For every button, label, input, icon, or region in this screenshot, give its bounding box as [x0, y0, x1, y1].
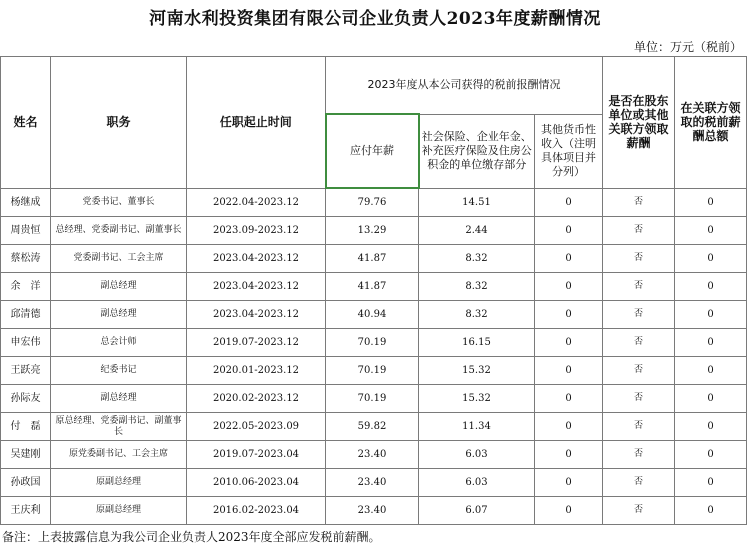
cell-term: 2022.05-2023.09: [187, 413, 326, 441]
cell-social-insurance: 6.03: [419, 469, 535, 497]
cell-term: 2019.07-2023.04: [187, 441, 326, 469]
header-social-insurance: 社会保险、企业年金、补充医疗保险及住房公积金的单位缴存部分: [419, 114, 535, 188]
cell-related-total: 0: [675, 385, 747, 413]
cell-annual-salary: 13.29: [326, 217, 419, 245]
cell-position: 原副总经理: [51, 469, 187, 497]
cell-term: 2022.04-2023.12: [187, 188, 326, 217]
cell-position: 原副总经理: [51, 497, 187, 525]
cell-annual-salary: 41.87: [326, 273, 419, 301]
table-row: [1, 357, 747, 385]
unit-label: 单位：万元（税前）: [633, 40, 742, 54]
cell-related-total: 0: [675, 245, 747, 273]
cell-name: 王跃亮: [1, 357, 51, 385]
cell-annual-salary: 59.82: [326, 413, 419, 441]
table-row: [1, 329, 747, 357]
cell-annual-salary: 70.19: [326, 329, 419, 357]
cell-shareholder-pay: 否: [603, 188, 675, 217]
cell-position: 原党委副书记、工会主席: [51, 441, 187, 469]
cell-term: 2023.09-2023.12: [187, 217, 326, 245]
header-term: 任职起止时间: [187, 57, 326, 189]
cell-social-insurance: 8.32: [419, 245, 535, 273]
table-row: [1, 413, 747, 441]
header-related-total: 在关联方领取的税前薪酬总额: [675, 57, 747, 189]
cell-name: 蔡松涛: [1, 245, 51, 273]
cell-name: 申宏伟: [1, 329, 51, 357]
cell-social-insurance: 15.32: [419, 357, 535, 385]
cell-other-income: 0: [535, 497, 603, 525]
cell-social-insurance: 8.32: [419, 273, 535, 301]
cell-other-income: 0: [535, 188, 603, 217]
table-row: [1, 441, 747, 469]
cell-related-total: 0: [675, 301, 747, 329]
footnote: 备注：上表披露信息为我公司企业负责人2023年度全部应发税前薪酬。: [2, 530, 381, 544]
cell-term: 2023.04-2023.12: [187, 273, 326, 301]
cell-shareholder-pay: 否: [603, 441, 675, 469]
cell-shareholder-pay: 否: [603, 385, 675, 413]
cell-other-income: 0: [535, 469, 603, 497]
table-row: [1, 273, 747, 301]
cell-related-total: 0: [675, 413, 747, 441]
cell-related-total: 0: [675, 217, 747, 245]
cell-position: 党委书记、董事长: [51, 188, 187, 217]
cell-shareholder-pay: 否: [603, 273, 675, 301]
header-income-group: 2023年度从本公司获得的税前报酬情况: [326, 57, 603, 115]
cell-term: 2019.07-2023.12: [187, 329, 326, 357]
cell-term: 2010.06-2023.04: [187, 469, 326, 497]
cell-term: 2023.04-2023.12: [187, 245, 326, 273]
table-row: [1, 497, 747, 525]
cell-position: 副总经理: [51, 385, 187, 413]
cell-annual-salary: 70.19: [326, 385, 419, 413]
cell-annual-salary: 23.40: [326, 469, 419, 497]
cell-social-insurance: 15.32: [419, 385, 535, 413]
cell-position: 总经理、党委副书记、副董事长: [51, 217, 187, 245]
salary-table: [0, 56, 747, 525]
cell-name: 付 磊: [1, 413, 51, 441]
cell-shareholder-pay: 否: [603, 497, 675, 525]
cell-shareholder-pay: 否: [603, 217, 675, 245]
cell-position: 副总经理: [51, 301, 187, 329]
table-row: [1, 188, 747, 217]
table-body: [1, 188, 747, 525]
cell-term: 2023.04-2023.12: [187, 301, 326, 329]
cell-social-insurance: 14.51: [419, 188, 535, 217]
cell-name: 邱清德: [1, 301, 51, 329]
cell-name: 孙政国: [1, 469, 51, 497]
cell-other-income: 0: [535, 441, 603, 469]
cell-other-income: 0: [535, 413, 603, 441]
cell-shareholder-pay: 否: [603, 245, 675, 273]
cell-name: 孙际友: [1, 385, 51, 413]
cell-social-insurance: 6.03: [419, 441, 535, 469]
cell-shareholder-pay: 否: [603, 329, 675, 357]
cell-related-total: 0: [675, 329, 747, 357]
page-title: 河南水利投资集团有限公司企业负责人2023年度薪酬情况: [149, 9, 601, 29]
cell-annual-salary: 23.40: [326, 497, 419, 525]
cell-social-insurance: 6.07: [419, 497, 535, 525]
cell-related-total: 0: [675, 357, 747, 385]
cell-other-income: 0: [535, 329, 603, 357]
header-shareholder-pay: 是否在股东单位或其他关联方领取薪酬: [603, 57, 675, 189]
cell-term: 2016.02-2023.04: [187, 497, 326, 525]
cell-related-total: 0: [675, 188, 747, 217]
cell-position: 总会计师: [51, 329, 187, 357]
cell-other-income: 0: [535, 217, 603, 245]
header-annual-salary[interactable]: 应付年薪: [326, 114, 419, 188]
cell-name: 王庆利: [1, 497, 51, 525]
cell-social-insurance: 2.44: [419, 217, 535, 245]
table-row: [1, 217, 747, 245]
cell-other-income: 0: [535, 273, 603, 301]
cell-shareholder-pay: 否: [603, 413, 675, 441]
cell-position: 纪委书记: [51, 357, 187, 385]
table-row: [1, 385, 747, 413]
cell-annual-salary: 70.19: [326, 357, 419, 385]
cell-position: 党委副书记、工会主席: [51, 245, 187, 273]
cell-annual-salary: 40.94: [326, 301, 419, 329]
cell-related-total: 0: [675, 273, 747, 301]
cell-related-total: 0: [675, 497, 747, 525]
cell-annual-salary: 79.76: [326, 188, 419, 217]
header-other-income: 其他货币性收入（注明具体项目并分列）: [535, 114, 603, 188]
cell-position: 副总经理: [51, 273, 187, 301]
cell-other-income: 0: [535, 385, 603, 413]
cell-social-insurance: 16.15: [419, 329, 535, 357]
cell-other-income: 0: [535, 357, 603, 385]
cell-term: 2020.02-2023.12: [187, 385, 326, 413]
header-position: 职务: [51, 57, 187, 189]
cell-related-total: 0: [675, 469, 747, 497]
header-name: 姓名: [1, 57, 51, 189]
cell-other-income: 0: [535, 245, 603, 273]
cell-shareholder-pay: 否: [603, 301, 675, 329]
cell-other-income: 0: [535, 301, 603, 329]
cell-social-insurance: 11.34: [419, 413, 535, 441]
table-row: [1, 301, 747, 329]
cell-annual-salary: 23.40: [326, 441, 419, 469]
cell-name: 杨继成: [1, 188, 51, 217]
cell-shareholder-pay: 否: [603, 469, 675, 497]
cell-shareholder-pay: 否: [603, 357, 675, 385]
cell-name: 余 洋: [1, 273, 51, 301]
cell-position: 原总经理、党委副书记、副董事长: [51, 413, 187, 441]
cell-term: 2020.01-2023.12: [187, 357, 326, 385]
cell-annual-salary: 41.87: [326, 245, 419, 273]
cell-name: 周贵恒: [1, 217, 51, 245]
table-row: [1, 245, 747, 273]
cell-name: 吴建刚: [1, 441, 51, 469]
cell-social-insurance: 8.32: [419, 301, 535, 329]
cell-related-total: 0: [675, 441, 747, 469]
table-row: [1, 469, 747, 497]
